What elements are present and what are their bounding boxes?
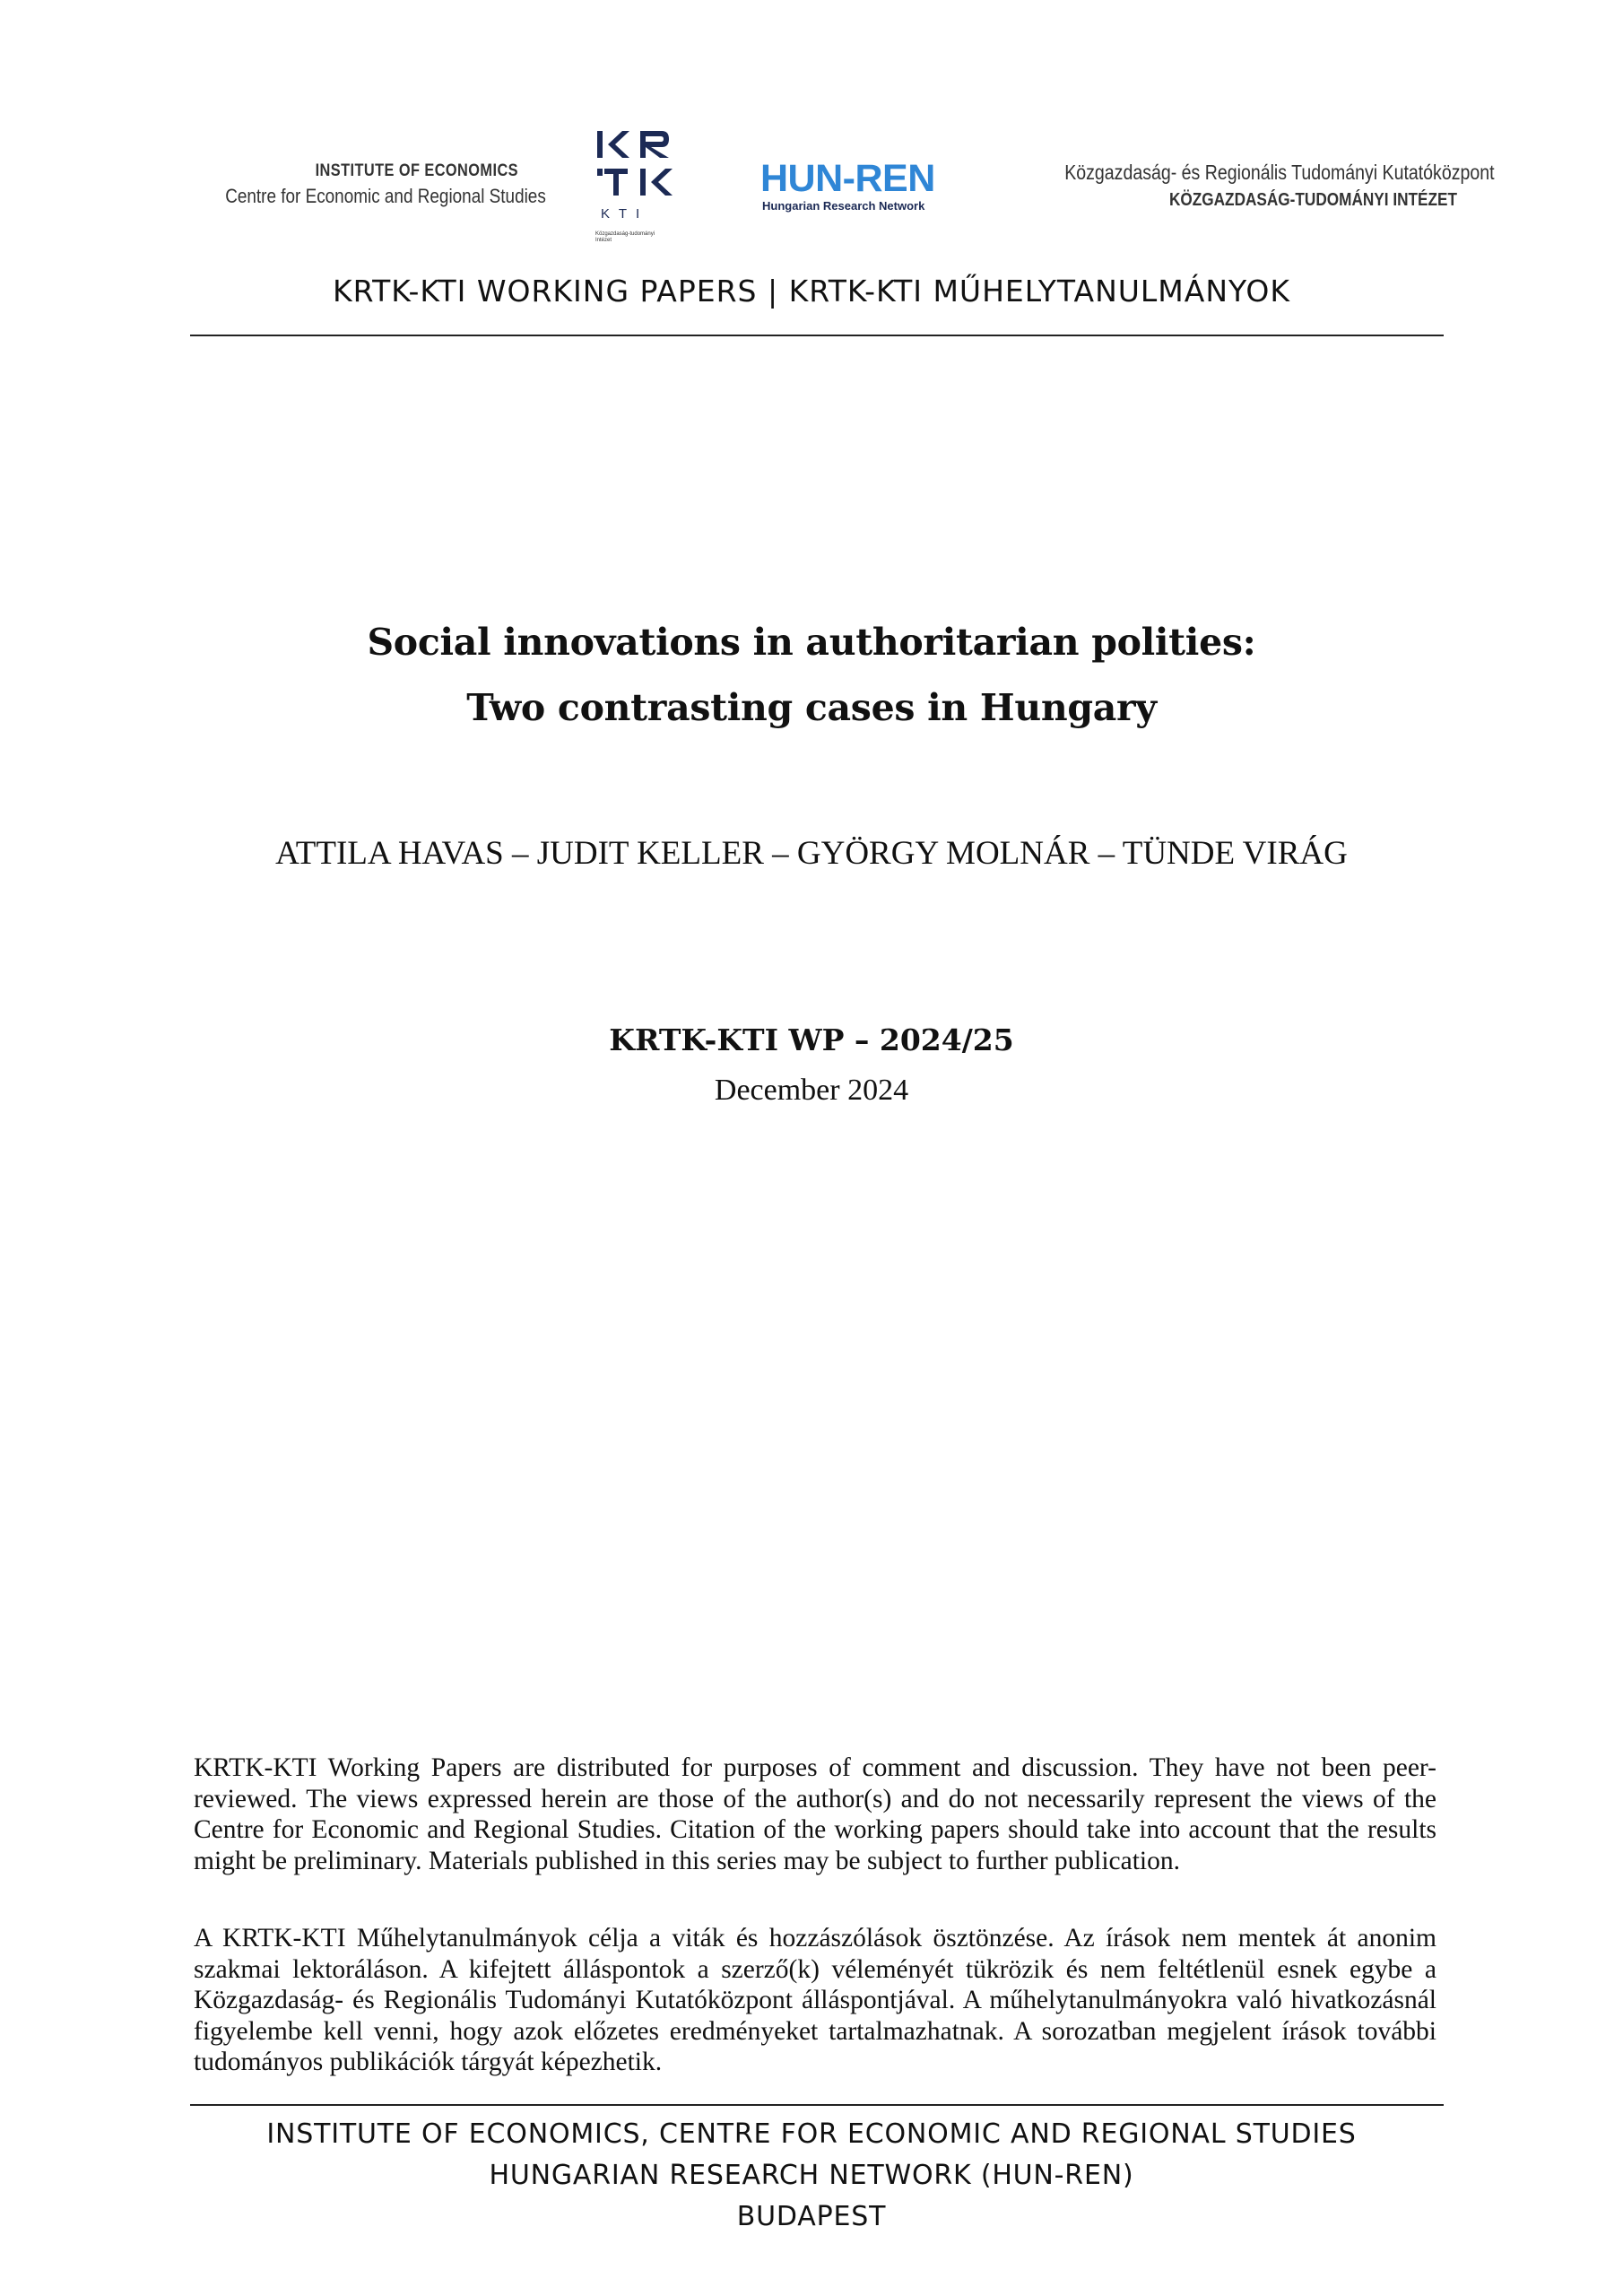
paper-title-line2: Two contrasting cases in Hungary	[466, 686, 1157, 729]
footer-network: HUNGARIAN RESEARCH NETWORK (HUN-REN)	[489, 2160, 1134, 2191]
paper-authors: ATTILA HAVAS – JUDIT KELLER – GYÖRGY MOLNÁR – TÜNDE VIRÁG	[275, 835, 1348, 872]
krtk-kti-logo	[592, 126, 681, 247]
kgk-logo	[995, 158, 1495, 213]
hun-ren-subtitle: Hungarian Research Network	[762, 199, 925, 213]
header-divider	[190, 335, 1444, 336]
footer-city: BUDAPEST	[736, 2201, 887, 2232]
hun-ren-name: HUN-REN	[760, 157, 935, 200]
institute-logo-line2: Centre for Economic and Regional Studies	[225, 185, 546, 207]
publication-date: December 2024	[714, 1074, 909, 1107]
hun-ren-logo	[760, 158, 958, 213]
working-paper-number: KRTK-KTI WP – 2024/25	[609, 1022, 1014, 1057]
krtk-monogram-icon	[592, 126, 681, 231]
footer-institute: INSTITUTE OF ECONOMICS, CENTRE FOR ECONOMIC AND REGIONAL STUDIES	[266, 2118, 1357, 2150]
krtk-caption: Közgazdaság-tudományi Intézet	[595, 231, 655, 243]
disclaimer-hungarian: A KRTK-KTI Műhelytanulmányok célja a viták és hozzászólások ösztönzése. Az írások nem mentek át anonim szakmai lektoráláson. A kifejtett álláspontok a szerző(k) véleményét tükrözik és nem feltétlenül esnek egybe a Közgazdaság- és Regionális Tudományi Kutatóközpont álláspontjával. A műhelytanulmányokra való hivatkozásnál figyelembe kell venni, hogy azok előzetes eredményeket tartalmazhatnak. A sorozatban megjelent írások további tudományos publikációk tárgyát képezhetik.	[194, 1924, 1436, 2077]
series-header: KRTK-KTI WORKING PAPERS | KRTK-KTI MŰHELYTANULMÁNYOK	[332, 274, 1291, 309]
disclaimer-english: KRTK-KTI Working Papers are distributed for purposes of comment and discussion. They have not been peer-reviewed. The views expressed herein are those of the author(s) and do not necessarily represent the views of the Centre for Economic and Regional Studies. Citation of the working papers should take into account that the results might be preliminary. Materials published in this series may be subject to further publication.	[194, 1753, 1436, 1875]
institute-logo-line1: INSTITUTE OF ECONOMICS	[315, 161, 518, 180]
krtk-sub-letters: K T I	[601, 206, 643, 222]
footer-divider	[190, 2104, 1444, 2106]
kgk-logo-line1: Közgazdaság- és Regionális Tudományi Kutatóközpont	[1064, 161, 1495, 184]
institute-of-economics-logo	[178, 160, 546, 210]
paper-title-line1: Social innovations in authoritarian polities:	[367, 621, 1256, 664]
kgk-logo-line2: KÖZGAZDASÁG-TUDOMÁNYI INTÉZET	[1168, 190, 1457, 210]
